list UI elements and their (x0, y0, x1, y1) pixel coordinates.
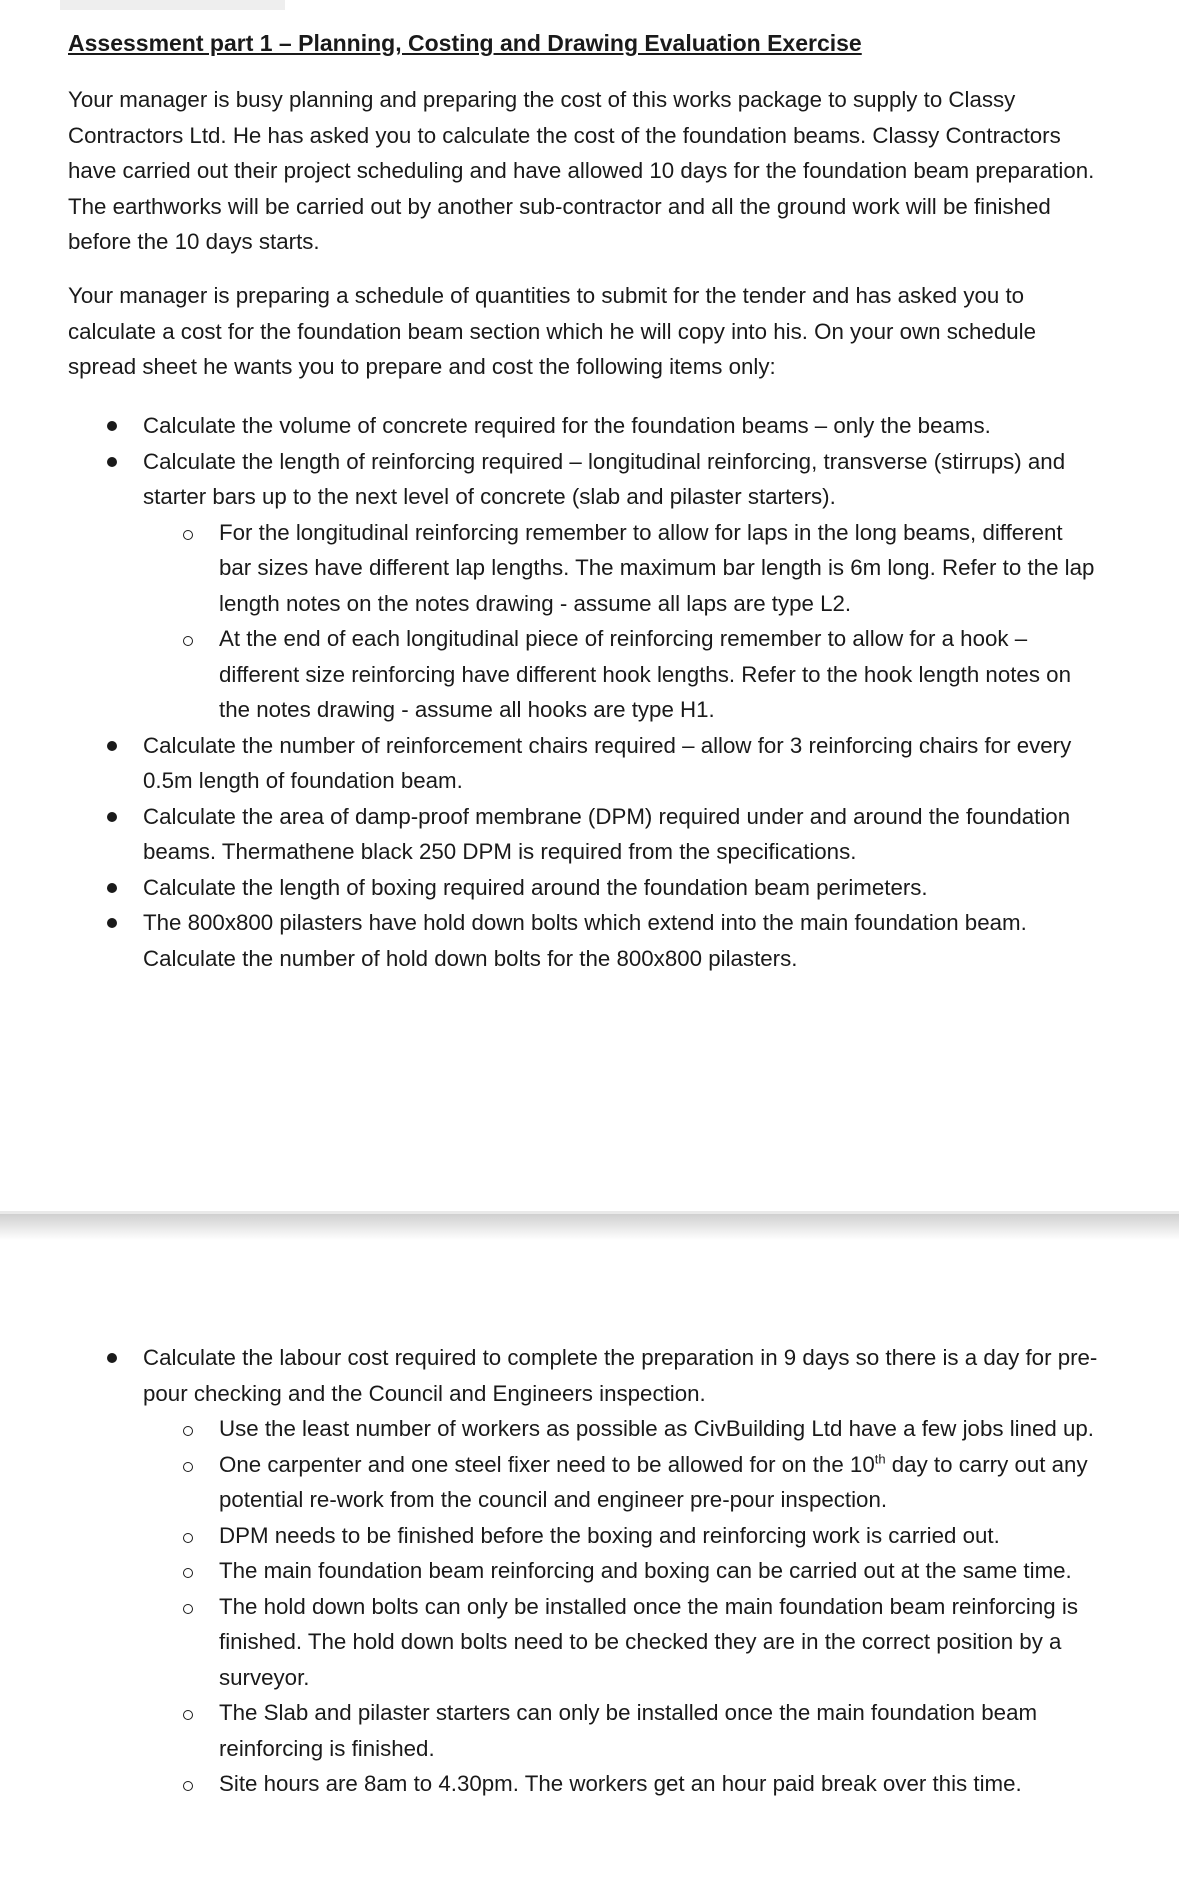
list-item-chairs: Calculate the number of reinforcement chairs required – allow for 3 reinforcing chairs for every 0.5m length of foundation beam. (0, 728, 1103, 799)
circle-bullet-icon (183, 1604, 193, 1614)
task-list (0, 408, 1179, 976)
circle-bullet-icon (183, 1533, 193, 1543)
bullet-icon (107, 812, 117, 822)
sublist-item-site-hours: Site hours are 8am to 4.30pm. The workers get an hour paid break over this time. (143, 1766, 1099, 1802)
circle-bullet-icon (183, 530, 193, 540)
sublist-item-starters: The Slab and pilaster starters can only be installed once the main foundation beam reinforcing is finished. (143, 1695, 1099, 1766)
bullet-icon (107, 883, 117, 893)
sublist-item-dpm-first: DPM needs to be finished before the boxing and reinforcing work is carried out. (143, 1518, 1099, 1554)
list-item-concrete-volume: Calculate the volume of concrete required for the foundation beams – only the beams. (0, 408, 1103, 444)
sublist-item-hooks: At the end of each longitudinal piece of reinforcing remember to allow for a hook – different size reinforcing have different hook lengths. Refer to the hook length notes on the notes drawing - assume all hooks are type H1. (143, 621, 1099, 728)
page-top-strip (60, 0, 285, 10)
circle-bullet-icon (183, 1710, 193, 1720)
assessment-title: Assessment part 1 – Planning, Costing and Drawing Evaluation Exercise (68, 30, 862, 56)
circle-bullet-icon (183, 636, 193, 646)
task-list-continued (0, 1340, 1179, 1802)
reinforcing-sublist (143, 515, 1103, 728)
bullet-icon (107, 1353, 117, 1363)
schedule-paragraph: Your manager is preparing a schedule of quantities to submit for the tender and has asked you to calculate a cost for the foundation beam section which he will copy into his. On your own schedule spread sheet he wants you to prepare and cost the following items only: (68, 283, 1036, 379)
document-page-2 (0, 1240, 1179, 1888)
circle-bullet-icon (183, 1426, 193, 1436)
bullet-icon (107, 457, 117, 467)
list-item-labour-cost: Calculate the labour cost required to complete the preparation in 9 days so there is a day for pre-pour checking and the Council and Engineers inspection. Use the least number of workers as possible as CivBuilding Ltd have a few jobs lined up. One carpenter and one steel fixer need to be allowed for on the 10th day to carry out any potential re-work from the council and engineer pre-pour inspection. DPM needs to be finished before the boxing and reinforcing work is carried out. The main foundation beam reinforcing and boxing can be carried out at the same time. The hold down bolts can only be installed once the main foundation beam reinforcing is finished. The hold down bolts need to be checked they are in the correct position by a surveyor. The Slab and pilaster starters can only be installed once the main foundation beam reinforcing is finished. Site hours are 8am to 4.30pm. The workers get an hour paid break over this time. (0, 1340, 1103, 1802)
sublist-item-laps: For the longitudinal reinforcing remember to allow for laps in the long beams, different bar sizes have different lap lengths. The maximum bar length is 6m long. Refer to the lap length notes on the notes drawing - assume all laps are type L2. (143, 515, 1099, 622)
list-item-hold-down-bolts: The 800x800 pilasters have hold down bolts which extend into the main foundation beam. Calculate the number of hold down bolts for the 800x800 pilasters. (0, 905, 1103, 976)
labour-sublist (143, 1411, 1103, 1802)
circle-bullet-icon (183, 1781, 193, 1791)
bullet-icon (107, 421, 117, 431)
intro-paragraph: Your manager is busy planning and preparing the cost of this works package to supply to Classy Contractors Ltd. He has asked you to calculate the cost of the foundation beams. Classy Contractors have carried out their project scheduling and have allowed 10 days for the foundation beam preparation. The earthworks will be carried out by another sub-contractor and all the ground work will be finished before the 10 days starts. (68, 87, 1095, 254)
list-item-boxing-length: Calculate the length of boxing required around the foundation beam perimeters. (0, 870, 1103, 906)
sublist-item-hold-down-bolts: The hold down bolts can only be installed once the main foundation beam reinforcing is finished. The hold down bolts need to be checked they are in the correct position by a surveyor. (143, 1589, 1099, 1696)
circle-bullet-icon (183, 1462, 193, 1472)
list-item-reinforcing-length: Calculate the length of reinforcing required – longitudinal reinforcing, transverse (stirrups) and starter bars up to the next level of concrete (slab and pilaster starters). For the longitudinal reinforcing remember to allow for laps in the long beams, different bar sizes have different lap lengths. The maximum bar length is 6m long. Refer to the lap length notes on the notes drawing - assume all laps are type L2. At the end of each longitudinal piece of reinforcing remember to allow for a hook – different size reinforcing have different hook lengths. Refer to the hook length notes on the notes drawing - assume all hooks are type H1. (0, 444, 1103, 728)
bullet-icon (107, 741, 117, 751)
bullet-icon (107, 918, 117, 928)
page-break-divider (0, 1211, 1179, 1240)
circle-bullet-icon (183, 1568, 193, 1578)
sublist-item-same-time: The main foundation beam reinforcing and boxing can be carried out at the same time. (143, 1553, 1099, 1589)
sublist-item-least-workers: Use the least number of workers as possible as CivBuilding Ltd have a few jobs lined up. (143, 1411, 1099, 1447)
sublist-item-tenth-day: One carpenter and one steel fixer need to be allowed for on the 10th day to carry out any potential re-work from the council and engineer pre-pour inspection. (143, 1447, 1099, 1518)
list-item-dpm-area: Calculate the area of damp-proof membrane (DPM) required under and around the foundation beams. Thermathene black 250 DPM is required from the specifications. (0, 799, 1103, 870)
